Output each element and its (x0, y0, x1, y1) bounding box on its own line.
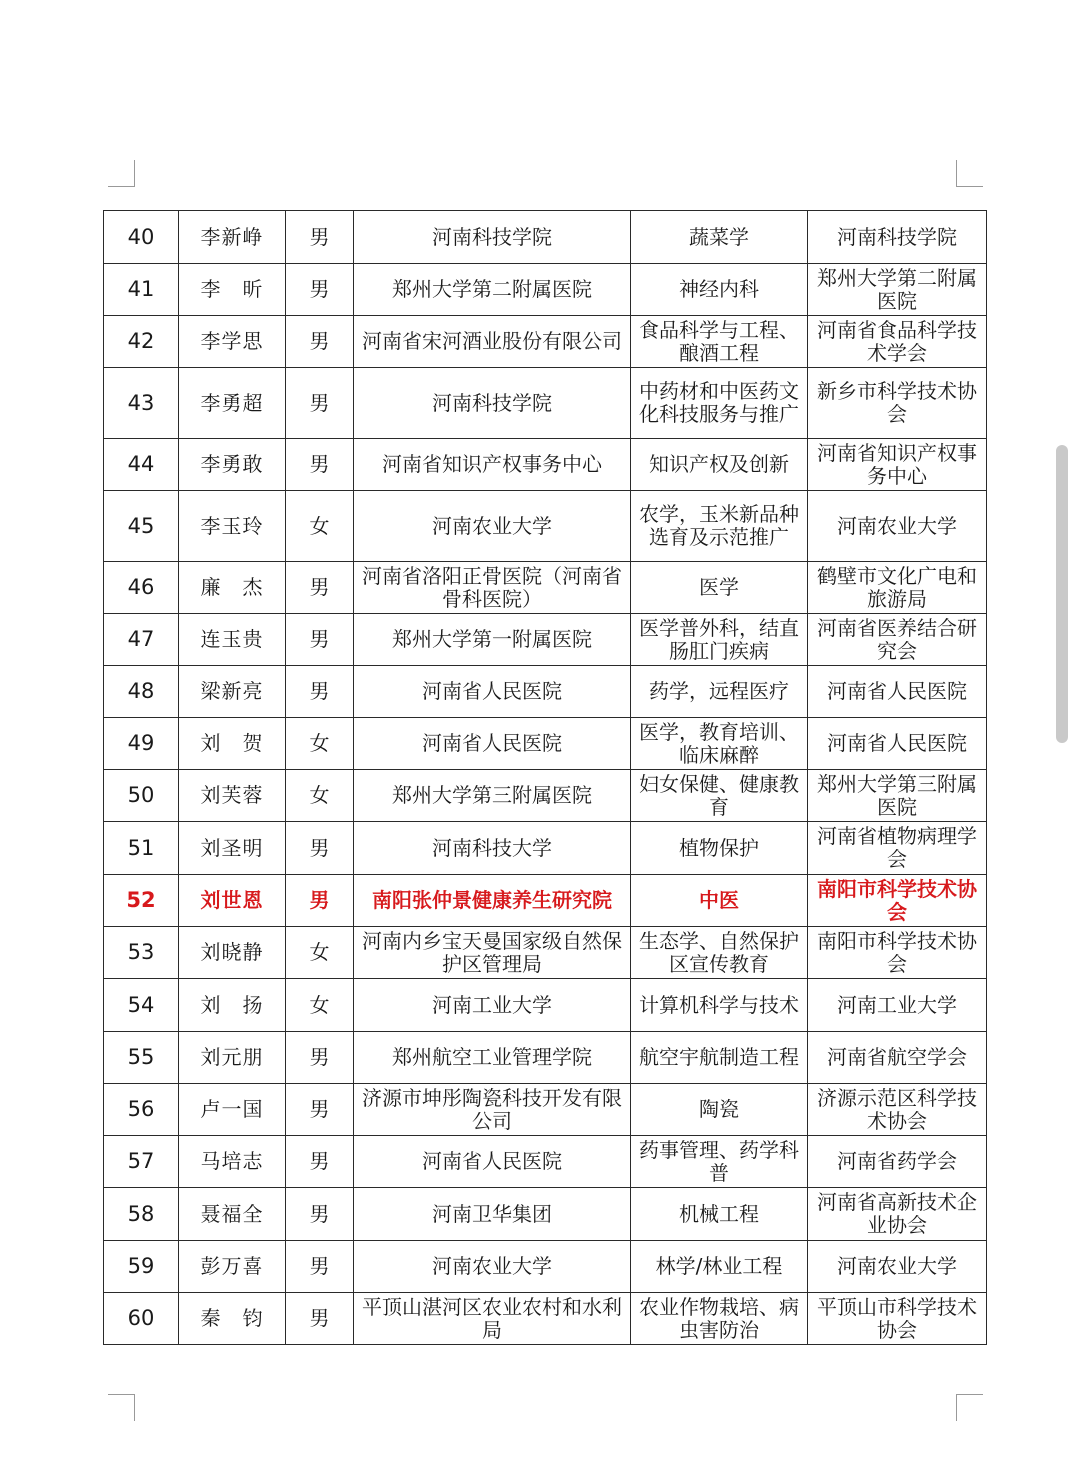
table-row (104, 491, 987, 562)
recommending-unit-cell: 河南省医养结合研究会 (808, 614, 987, 666)
name-cell: 秦 钧 (179, 1293, 286, 1345)
gender-cell: 女 (286, 491, 354, 562)
gender-cell: 男 (286, 822, 354, 875)
table-row (104, 439, 987, 491)
professional-field-cell: 农业作物栽培、病虫害防治 (631, 1293, 808, 1345)
table-row (104, 614, 987, 666)
table-row (104, 1241, 987, 1293)
row-number-cell: 48 (104, 666, 179, 718)
recommending-unit-cell: 郑州大学第二附属医院 (808, 264, 987, 316)
recommending-unit-cell: 河南农业大学 (808, 491, 987, 562)
professional-field-cell: 中药材和中医药文化科技服务与推广 (631, 368, 808, 439)
page-corner-mark (108, 160, 135, 187)
professional-field-cell: 食品科学与工程、酿酒工程 (631, 316, 808, 368)
work-unit-cell: 河南科技大学 (354, 822, 631, 875)
name-cell: 刘圣明 (179, 822, 286, 875)
professional-field-cell: 神经内科 (631, 264, 808, 316)
work-unit-cell: 济源市坤彤陶瓷科技开发有限公司 (354, 1084, 631, 1136)
page-corner-mark (956, 1394, 983, 1421)
roster-table (103, 210, 987, 1345)
professional-field-cell: 植物保护 (631, 822, 808, 875)
recommending-unit-cell: 鹤壁市文化广电和旅游局 (808, 562, 987, 614)
gender-cell: 女 (286, 927, 354, 979)
gender-cell: 女 (286, 718, 354, 770)
gender-cell: 男 (286, 211, 354, 264)
gender-cell: 男 (286, 666, 354, 718)
row-number-cell: 42 (104, 316, 179, 368)
professional-field-cell: 医学，教育培训、临床麻醉 (631, 718, 808, 770)
professional-field-cell: 生态学、自然保护区宣传教育 (631, 927, 808, 979)
work-unit-cell: 河南卫华集团 (354, 1188, 631, 1241)
recommending-unit-cell: 河南工业大学 (808, 979, 987, 1032)
gender-cell: 男 (286, 1241, 354, 1293)
name-cell: 李学思 (179, 316, 286, 368)
table-row (104, 666, 987, 718)
roster-table-body (104, 211, 987, 1345)
recommending-unit-cell: 河南省人民医院 (808, 666, 987, 718)
table-row (104, 718, 987, 770)
work-unit-cell: 河南省人民医院 (354, 718, 631, 770)
page-corner-mark (956, 160, 983, 187)
name-cell: 李勇敢 (179, 439, 286, 491)
professional-field-cell: 药事管理、药学科普 (631, 1136, 808, 1188)
name-cell: 刘世恩 (179, 875, 286, 927)
work-unit-cell: 河南农业大学 (354, 1241, 631, 1293)
row-number-cell: 51 (104, 822, 179, 875)
row-number-cell: 53 (104, 927, 179, 979)
work-unit-cell: 南阳张仲景健康养生研究院 (354, 875, 631, 927)
work-unit-cell: 郑州大学第一附属医院 (354, 614, 631, 666)
professional-field-cell: 中医 (631, 875, 808, 927)
work-unit-cell: 河南科技学院 (354, 368, 631, 439)
vertical-scrollbar[interactable] (1056, 445, 1068, 743)
row-number-cell: 45 (104, 491, 179, 562)
professional-field-cell: 医学普外科，结直肠肛门疾病 (631, 614, 808, 666)
row-number-cell: 60 (104, 1293, 179, 1345)
gender-cell: 男 (286, 439, 354, 491)
professional-field-cell: 知识产权及创新 (631, 439, 808, 491)
table-row (104, 562, 987, 614)
recommending-unit-cell: 河南科技学院 (808, 211, 987, 264)
name-cell: 卢一国 (179, 1084, 286, 1136)
gender-cell: 男 (286, 368, 354, 439)
work-unit-cell: 河南省宋河酒业股份有限公司 (354, 316, 631, 368)
row-number-cell: 43 (104, 368, 179, 439)
table-row (104, 1293, 987, 1345)
work-unit-cell: 河南省知识产权事务中心 (354, 439, 631, 491)
recommending-unit-cell: 河南省食品科学技术学会 (808, 316, 987, 368)
gender-cell: 男 (286, 562, 354, 614)
table-row (104, 927, 987, 979)
row-number-cell: 41 (104, 264, 179, 316)
page-corner-mark (108, 1394, 135, 1421)
row-number-cell: 55 (104, 1032, 179, 1084)
recommending-unit-cell: 河南省植物病理学会 (808, 822, 987, 875)
gender-cell: 男 (286, 1293, 354, 1345)
name-cell: 马培志 (179, 1136, 286, 1188)
recommending-unit-cell: 河南省药学会 (808, 1136, 987, 1188)
recommending-unit-cell: 新乡市科学技术协会 (808, 368, 987, 439)
work-unit-cell: 河南内乡宝天曼国家级自然保护区管理局 (354, 927, 631, 979)
gender-cell: 男 (286, 614, 354, 666)
name-cell: 聂福全 (179, 1188, 286, 1241)
work-unit-cell: 河南科技学院 (354, 211, 631, 264)
gender-cell: 女 (286, 770, 354, 822)
name-cell: 廉 杰 (179, 562, 286, 614)
table-row (104, 1084, 987, 1136)
name-cell: 李玉玲 (179, 491, 286, 562)
name-cell: 刘芙蓉 (179, 770, 286, 822)
row-number-cell: 56 (104, 1084, 179, 1136)
row-number-cell: 46 (104, 562, 179, 614)
name-cell: 刘元朋 (179, 1032, 286, 1084)
table-row (104, 770, 987, 822)
row-number-cell: 52 (104, 875, 179, 927)
professional-field-cell: 机械工程 (631, 1188, 808, 1241)
table-row (104, 316, 987, 368)
table-row (104, 368, 987, 439)
table-row (104, 822, 987, 875)
work-unit-cell: 河南省人民医院 (354, 666, 631, 718)
professional-field-cell: 农学，玉米新品种选育及示范推广 (631, 491, 808, 562)
work-unit-cell: 平顶山湛河区农业农村和水利局 (354, 1293, 631, 1345)
table-row (104, 1188, 987, 1241)
professional-field-cell: 药学，远程医疗 (631, 666, 808, 718)
professional-field-cell: 航空宇航制造工程 (631, 1032, 808, 1084)
row-number-cell: 58 (104, 1188, 179, 1241)
professional-field-cell: 妇女保健、健康教育 (631, 770, 808, 822)
row-number-cell: 54 (104, 979, 179, 1032)
professional-field-cell: 计算机科学与技术 (631, 979, 808, 1032)
name-cell: 李 昕 (179, 264, 286, 316)
row-number-cell: 44 (104, 439, 179, 491)
gender-cell: 男 (286, 1188, 354, 1241)
recommending-unit-cell: 平顶山市科学技术协会 (808, 1293, 987, 1345)
gender-cell: 男 (286, 1032, 354, 1084)
name-cell: 刘 扬 (179, 979, 286, 1032)
recommending-unit-cell: 河南省知识产权事务中心 (808, 439, 987, 491)
professional-field-cell: 林学/林业工程 (631, 1241, 808, 1293)
gender-cell: 女 (286, 979, 354, 1032)
recommending-unit-cell: 郑州大学第三附属医院 (808, 770, 987, 822)
gender-cell: 男 (286, 875, 354, 927)
recommending-unit-cell: 河南省人民医院 (808, 718, 987, 770)
recommending-unit-cell: 河南省航空学会 (808, 1032, 987, 1084)
professional-field-cell: 医学 (631, 562, 808, 614)
work-unit-cell: 河南省人民医院 (354, 1136, 631, 1188)
work-unit-cell: 郑州大学第二附属医院 (354, 264, 631, 316)
name-cell: 彭万喜 (179, 1241, 286, 1293)
professional-field-cell: 陶瓷 (631, 1084, 808, 1136)
table-row (104, 979, 987, 1032)
recommending-unit-cell: 南阳市科学技术协会 (808, 875, 987, 927)
name-cell: 李新峥 (179, 211, 286, 264)
row-number-cell: 59 (104, 1241, 179, 1293)
work-unit-cell: 河南省洛阳正骨医院（河南省骨科医院） (354, 562, 631, 614)
work-unit-cell: 郑州大学第三附属医院 (354, 770, 631, 822)
gender-cell: 男 (286, 1084, 354, 1136)
row-number-cell: 40 (104, 211, 179, 264)
work-unit-cell: 郑州航空工业管理学院 (354, 1032, 631, 1084)
work-unit-cell: 河南工业大学 (354, 979, 631, 1032)
name-cell: 梁新亮 (179, 666, 286, 718)
row-number-cell: 49 (104, 718, 179, 770)
table-row (104, 875, 987, 927)
gender-cell: 男 (286, 264, 354, 316)
row-number-cell: 47 (104, 614, 179, 666)
recommending-unit-cell: 南阳市科学技术协会 (808, 927, 987, 979)
row-number-cell: 57 (104, 1136, 179, 1188)
recommending-unit-cell: 济源示范区科学技术协会 (808, 1084, 987, 1136)
name-cell: 刘 贺 (179, 718, 286, 770)
name-cell: 刘晓静 (179, 927, 286, 979)
recommending-unit-cell: 河南省高新技术企业协会 (808, 1188, 987, 1241)
recommending-unit-cell: 河南农业大学 (808, 1241, 987, 1293)
name-cell: 李勇超 (179, 368, 286, 439)
row-number-cell: 50 (104, 770, 179, 822)
gender-cell: 男 (286, 1136, 354, 1188)
name-cell: 连玉贵 (179, 614, 286, 666)
table-row (104, 211, 987, 264)
table-row (104, 264, 987, 316)
gender-cell: 男 (286, 316, 354, 368)
table-row (104, 1136, 987, 1188)
work-unit-cell: 河南农业大学 (354, 491, 631, 562)
table-row (104, 1032, 987, 1084)
professional-field-cell: 蔬菜学 (631, 211, 808, 264)
